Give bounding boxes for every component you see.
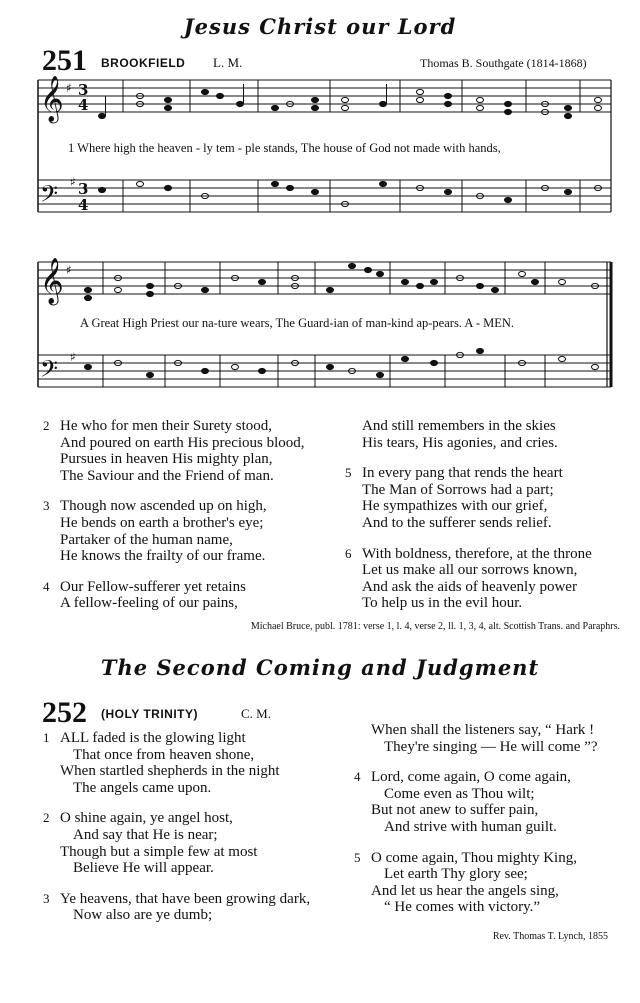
section-heading-jesus-christ: Jesus Christ our Lord (183, 14, 457, 39)
stanza-line: Partaker of the human name, (60, 531, 233, 548)
bass-staff-1 (38, 180, 611, 212)
stanza-number: 2 (43, 418, 50, 433)
tune-meter-cm: C. M. (241, 706, 271, 721)
stanza-line: When startled shepherds in the night (60, 763, 280, 780)
time-sig-bottom: 4 (78, 196, 89, 214)
time-sig-top: 3 (78, 81, 89, 99)
stanza-2 (43, 810, 345, 877)
stanza-4 (43, 578, 340, 612)
hymn252-stanzas-left (43, 730, 345, 924)
hymn-number-251: 251 (42, 44, 87, 77)
stanza-line: And still remembers in the skies (362, 418, 556, 434)
stanza-5 (354, 849, 633, 916)
stanza-line: To help us in the evil hour. (362, 595, 523, 612)
stanza-number: 4 (354, 769, 361, 785)
stanza-1 (43, 730, 345, 796)
stanza-3 (43, 890, 345, 924)
stanza-number: 5 (354, 849, 361, 865)
treble-staff-2 (38, 262, 611, 294)
stanza-line: Though but a simple few at most (60, 843, 258, 860)
stanza-line: And to the sufferer sends relief. (362, 514, 552, 531)
stanza-line: Let earth Thy glory see; (384, 866, 528, 883)
stanza-line: And let us hear the angels sing, (371, 882, 559, 899)
stanza-line: Our Fellow-sufferer yet retains (60, 578, 246, 595)
stanza-5 (345, 465, 632, 531)
stanza-line: O come again, Thou mighty King, (371, 849, 577, 866)
stanza-number: 1 (43, 730, 50, 745)
hymn251-stanzas-right (345, 418, 632, 612)
composer-credit: Thomas B. Southgate (1814-1868) (420, 56, 587, 70)
stanza-line: Now also are ye dumb; (73, 907, 213, 924)
stanza-line: Though now ascended up on high, (60, 498, 267, 515)
stanza-line: He sympathizes with our grief, (362, 498, 548, 515)
key-sharp-icon: ♯ (70, 175, 76, 189)
stanza-line: The Saviour and the Friend of man. (60, 467, 274, 484)
treble-staff-1 (38, 80, 611, 112)
stanza-line: He knows the frailty of our frame. (60, 548, 266, 565)
stanza-number: 6 (345, 545, 352, 561)
stanza-line: When shall the listeners say, “ Hark ! (371, 722, 595, 738)
time-sig-bottom: 4 (78, 96, 89, 114)
bass-staff-2 (38, 355, 611, 387)
stanza-number: 3 (43, 498, 50, 514)
stanza-line: Ye heavens, that have been growing dark, (60, 890, 311, 907)
stanza-number: 3 (43, 890, 50, 906)
treble-clef-icon: 𝄞 (40, 258, 64, 304)
stanza-line: Come even as Thou wilt; (384, 785, 535, 802)
stanza-line: Lord, come again, O come again, (371, 769, 571, 786)
stanza-line: He bends on earth a brother's eye; (60, 514, 264, 531)
stanza-2 (43, 418, 340, 484)
lyric-underlay-line-2: A Great High Priest our na-ture wears, The Guard-ian of man-kind ap-pears. A - MEN. (80, 316, 515, 330)
hymn252-attribution: Rev. Thomas T. Lynch, 1855 (492, 931, 608, 942)
stanza-line: They're singing — He will come ”? (384, 738, 598, 755)
stanza-line: The angels came upon. (73, 779, 212, 796)
hymn251-attribution: Michael Bruce, publ. 1781: verse 1, l. 4, verse 2, ll. 1, 3, 4, alt. Scottish Trans. and Paraphrs. (250, 621, 620, 632)
stanza-3 (43, 498, 340, 565)
key-sharp-icon: ♯ (70, 350, 76, 364)
stanza-line: His tears, His agonies, and cries. (362, 434, 558, 451)
tune-name-holy-trinity: (HOLY TRINITY) (101, 707, 199, 721)
treble-clef-icon: 𝄞 (40, 76, 64, 122)
stanza-line: That once from heaven shone, (73, 746, 255, 763)
stanza-number: 4 (43, 578, 50, 594)
stanza-4 (354, 769, 633, 835)
time-sig-top: 3 (78, 180, 89, 198)
stanza-3-continued (371, 722, 633, 755)
stanza-line: The Man of Sorrows had a part; (362, 481, 554, 498)
stanza-line: And ask the aids of heavenly power (362, 578, 577, 595)
lyric-underlay-line-1: 1 Where high the heaven - ly tem - ple stands, The house of God not made with hands, (68, 141, 501, 155)
bass-clef-icon: 𝄢 (40, 355, 59, 388)
stanza-line: Let us make all our sorrows known, (362, 562, 578, 579)
stanza-line: With boldness, therefore, at the throne (362, 545, 592, 562)
tune-name-brookfield: BROOKFIELD (101, 56, 186, 70)
stanza-6 (345, 545, 632, 612)
bass-clef-icon: 𝄢 (40, 180, 59, 213)
stanza-line: Believe He will appear. (73, 860, 214, 877)
hymn252-stanzas-right (354, 722, 633, 916)
stanza-line: And poured on earth His precious blood, (60, 434, 305, 451)
stanza-line: O shine again, ye angel host, (60, 810, 233, 827)
section-heading-second-coming: The Second Coming and Judgment (100, 655, 540, 680)
stanza-number: 2 (43, 810, 50, 826)
stanza-line: But not anew to suffer pain, (371, 802, 539, 819)
stanza-line: He who for men their Surety stood, (60, 418, 273, 434)
stanza-line: “ He comes with victory.” (384, 899, 541, 916)
stanza-line: ALL faded is the glowing light (60, 730, 246, 746)
stanza-4-continued (362, 418, 632, 451)
hymn251-stanzas-left (43, 418, 340, 612)
tune-meter-lm: L. M. (213, 55, 243, 70)
stanza-line: A fellow-feeling of our pains, (60, 595, 238, 612)
key-sharp-icon: ♯ (66, 81, 72, 95)
stanza-line: Pursues in heaven His mighty plan, (60, 451, 273, 468)
stanza-line: And say that He is near; (73, 826, 218, 843)
hymn-number-252: 252 (42, 696, 87, 729)
stanza-line: And strive with human guilt. (384, 818, 557, 835)
key-sharp-icon: ♯ (66, 263, 72, 277)
music-score (0, 0, 640, 400)
stanza-line: In every pang that rends the heart (362, 465, 563, 482)
stanza-number: 5 (345, 465, 352, 481)
